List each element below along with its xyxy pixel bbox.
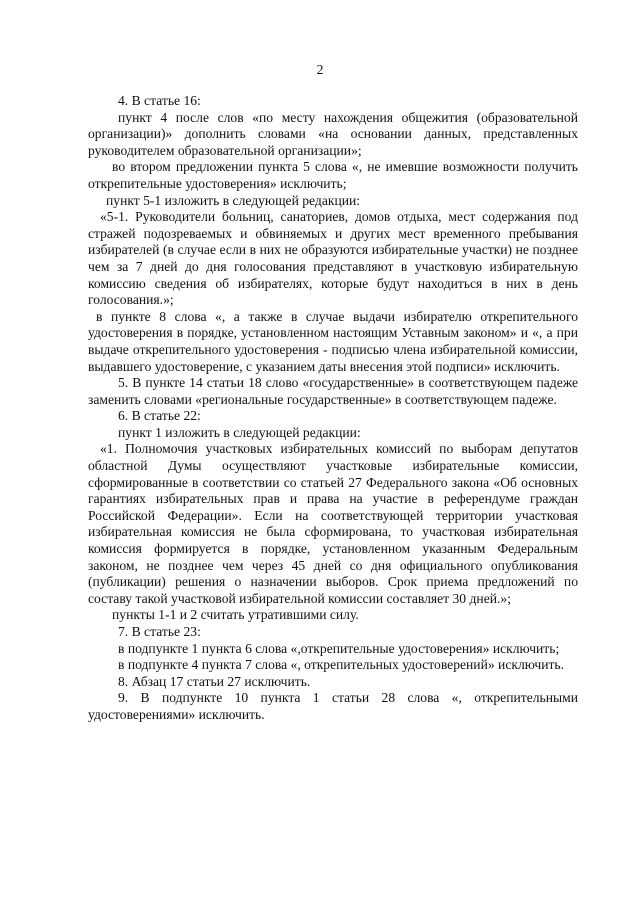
paragraph-article23-point7: в подпункте 4 пункта 7 слова «, открепительных удостоверений» исключить. (118, 657, 565, 673)
paragraph-article16-point5-1: пункт 5-1 изложить в следующей редакции: (106, 192, 361, 208)
paragraph-article28: 9. В подпункте 10 пункта 1 статьи 28 слова «, открепительными удостоверениями» исключить. (88, 690, 578, 722)
paragraph-article16-point5: во втором предложении пункта 5 слова «, не имевшие возможности получить открепительные удостоверения» исключить; (88, 159, 578, 191)
paragraph-article22-heading: 6. В статье 22: (118, 408, 201, 424)
paragraph-article22-points-repealed: пункты 1-1 и 2 считать утратившими силу. (112, 607, 359, 623)
paragraph-article16-point5-1-text: «5-1. Руководители больниц, санаториев, домов отдыха, мест содержания под стражей подозреваемых и обвиняемых и других мест временного пребывания избирателей (в случае если в них не образуются избирательные участки) не позднее чем за 7 дней до дня голосования представляют в участковую избирательную комиссию сведения об избирателях, которые будут находиться в них в день голосования.»; (88, 209, 578, 308)
paragraph-article27: 8. Абзац 17 статьи 27 исключить. (118, 673, 311, 689)
paragraph-article16-point4: пункт 4 после слов «по месту нахождения общежития (образовательной организации)» дополнить словами «на основании данных, представленных руководителем образовательной организации»; (88, 109, 578, 158)
document-body (88, 93, 578, 724)
page-number: 2 (316, 62, 324, 77)
paragraph-article16-heading: 4. В статье 16: (118, 93, 201, 108)
paragraph-article23-point6: в подпункте 1 пункта 6 слова «,открепительные удостоверения» исключить; (118, 640, 560, 656)
paragraph-article22-point1: пункт 1 изложить в следующей редакции: (118, 424, 361, 440)
paragraph-article16-point8: в пункте 8 слова «, а также в случае выдачи избирателю открепительного удостоверения в порядке, установленном настоящим Уставным законом» и «, а при выдаче открепительного удостоверения - подписью члена избирательной комиссии, выдавшего удостоверение, с указанием даты внесения этой подписи» исключить. (88, 308, 578, 374)
paragraph-article22-point1-text: «1. Полномочия участковых избирательных комиссий по выборам депутатов областной Думы осуществляют участковые избирательные комиссии, сформированные в соответствии со статьей 27 Федерального закона «Об основных гарантиях избирательных прав и права на участие в референдуме граждан Российской Федерации». Если на соответствующей территории участковая избирательная комиссия не была сформирована, то участковая избирательная комиссия формируется в порядке, установленном указанным Федеральным законом, не позднее чем через 45 дней со дня официального опубликования (публикации) решения о назначении выборов. Срок приема предложений по составу такой участковой избирательной комиссии составляет 30 дней.»; (88, 441, 578, 606)
paragraph-article23-heading: 7. В статье 23: (118, 624, 201, 639)
paragraph-article18: 5. В пункте 14 статьи 18 слово «государственные» в соответствующем падеже заменить словами «региональные государственные» в соответствующем падеже. (88, 375, 578, 407)
